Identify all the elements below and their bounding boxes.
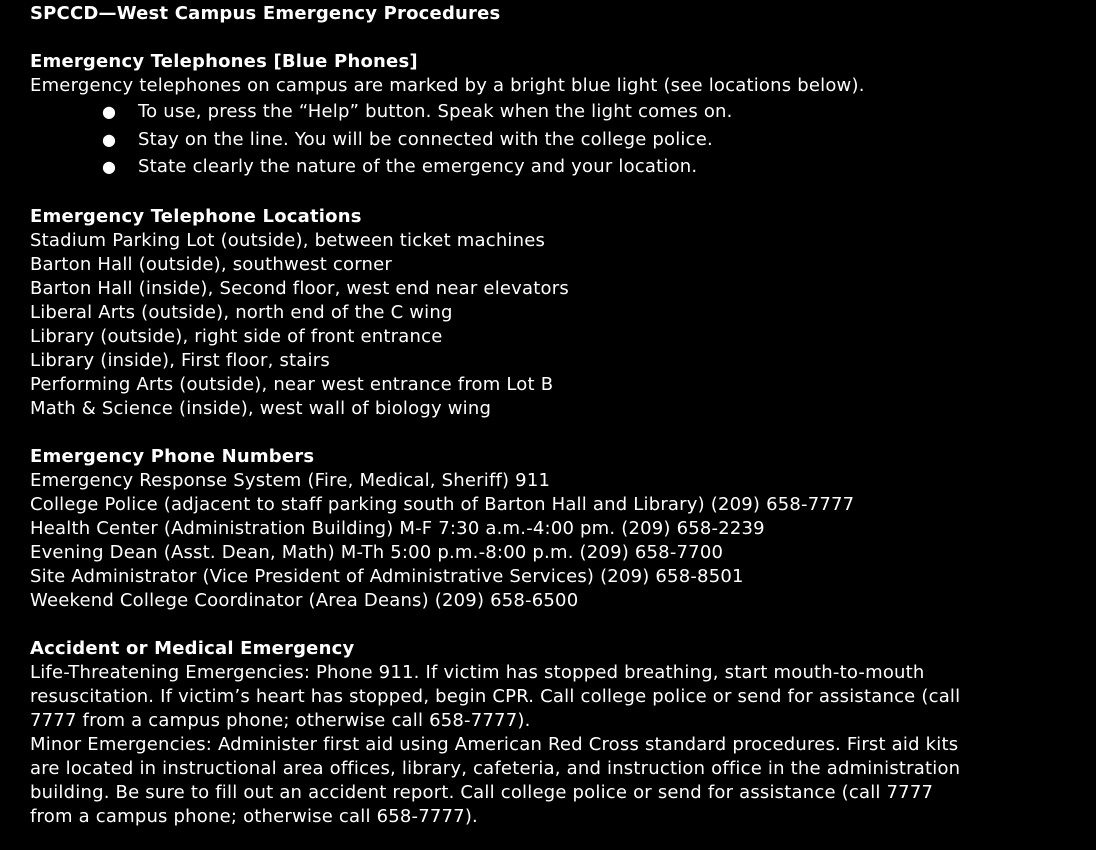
location-item: Library (inside), First floor, stairs [30, 349, 330, 371]
life-threatening-paragraph: Life-Threatening Emergencies: Phone 911. If victim has stopped breathing, start mouth-to-mouth resuscitation. If victim’s heart has stopped, begin CPR. Call college police or send for assistance (call 7777 from a campus phone; otherwise call 658-7777). [30, 661, 961, 731]
bullet-text: To use, press the “Help” button. Speak when the light comes on. [138, 101, 733, 122]
minor-emergencies-paragraph: Minor Emergencies: Administer first aid using American Red Cross standard procedures. First aid kits are located in instructional area offices, library, cafeteria, and instruction office in the administration building. Be sure to fill out an accident report. Call college police or send for assistance (call 7777 from a campus phone; otherwise call 658-7777). [30, 733, 961, 827]
bullet-icon: ● [102, 157, 117, 176]
list-item [30, 98, 990, 126]
phone-number-item: Site Administrator (Vice President of Administrative Services) (209) 658-8501 [30, 565, 744, 587]
numbers-heading: Emergency Phone Numbers [30, 445, 315, 467]
document-title: SPCCD—West Campus Emergency Procedures [30, 3, 501, 24]
location-item: Barton Hall (outside), southwest corner [30, 253, 393, 275]
location-item: Liberal Arts (outside), north end of the C wing [30, 301, 453, 323]
bullet-text: State clearly the nature of the emergency and your location. [138, 156, 698, 177]
medical-heading: Accident or Medical Emergency [30, 637, 355, 659]
location-item: Math & Science (inside), west wall of biology wing [30, 397, 492, 419]
phones-heading: Emergency Telephones [Blue Phones] [30, 51, 418, 72]
spacer [30, 181, 990, 205]
phone-number-item: Health Center (Administration Building) M-F 7:30 a.m.-4:00 pm. (209) 658-2239 [30, 517, 765, 539]
bullet-text: Stay on the line. You will be connected with the college police. [138, 128, 713, 150]
location-item: Barton Hall (inside), Second floor, west end near elevators [30, 277, 569, 299]
phone-number-item: Evening Dean (Asst. Dean, Math) M-Th 5:00 p.m.-8:00 p.m. (209) 658-7700 [30, 541, 724, 563]
phone-number-item: College Police (adjacent to staff parking south of Barton Hall and Library) (209) 658-7777 [30, 493, 855, 515]
bullet-icon: ● [102, 129, 117, 149]
spacer [30, 613, 990, 637]
locations-heading: Emergency Telephone Locations [30, 205, 362, 227]
location-item: Performing Arts (outside), near west entrance from Lot B [30, 373, 554, 395]
document-body [30, 2, 990, 829]
phone-number-item: Weekend College Coordinator (Area Deans) (209) 658-6500 [30, 589, 579, 611]
location-item: Library (outside), right side of front entrance [30, 325, 443, 347]
list-item [30, 153, 990, 181]
location-item: Stadium Parking Lot (outside), between ticket machines [30, 229, 546, 251]
phones-intro: Emergency telephones on campus are marked by a bright blue light (see locations below). [30, 75, 865, 96]
spacer [30, 421, 990, 445]
list-item [30, 126, 990, 154]
spacer [30, 26, 990, 50]
bullet-icon: ● [102, 102, 117, 121]
phone-instructions-list [30, 98, 990, 181]
phone-number-item: Emergency Response System (Fire, Medical, Sheriff) 911 [30, 469, 551, 491]
